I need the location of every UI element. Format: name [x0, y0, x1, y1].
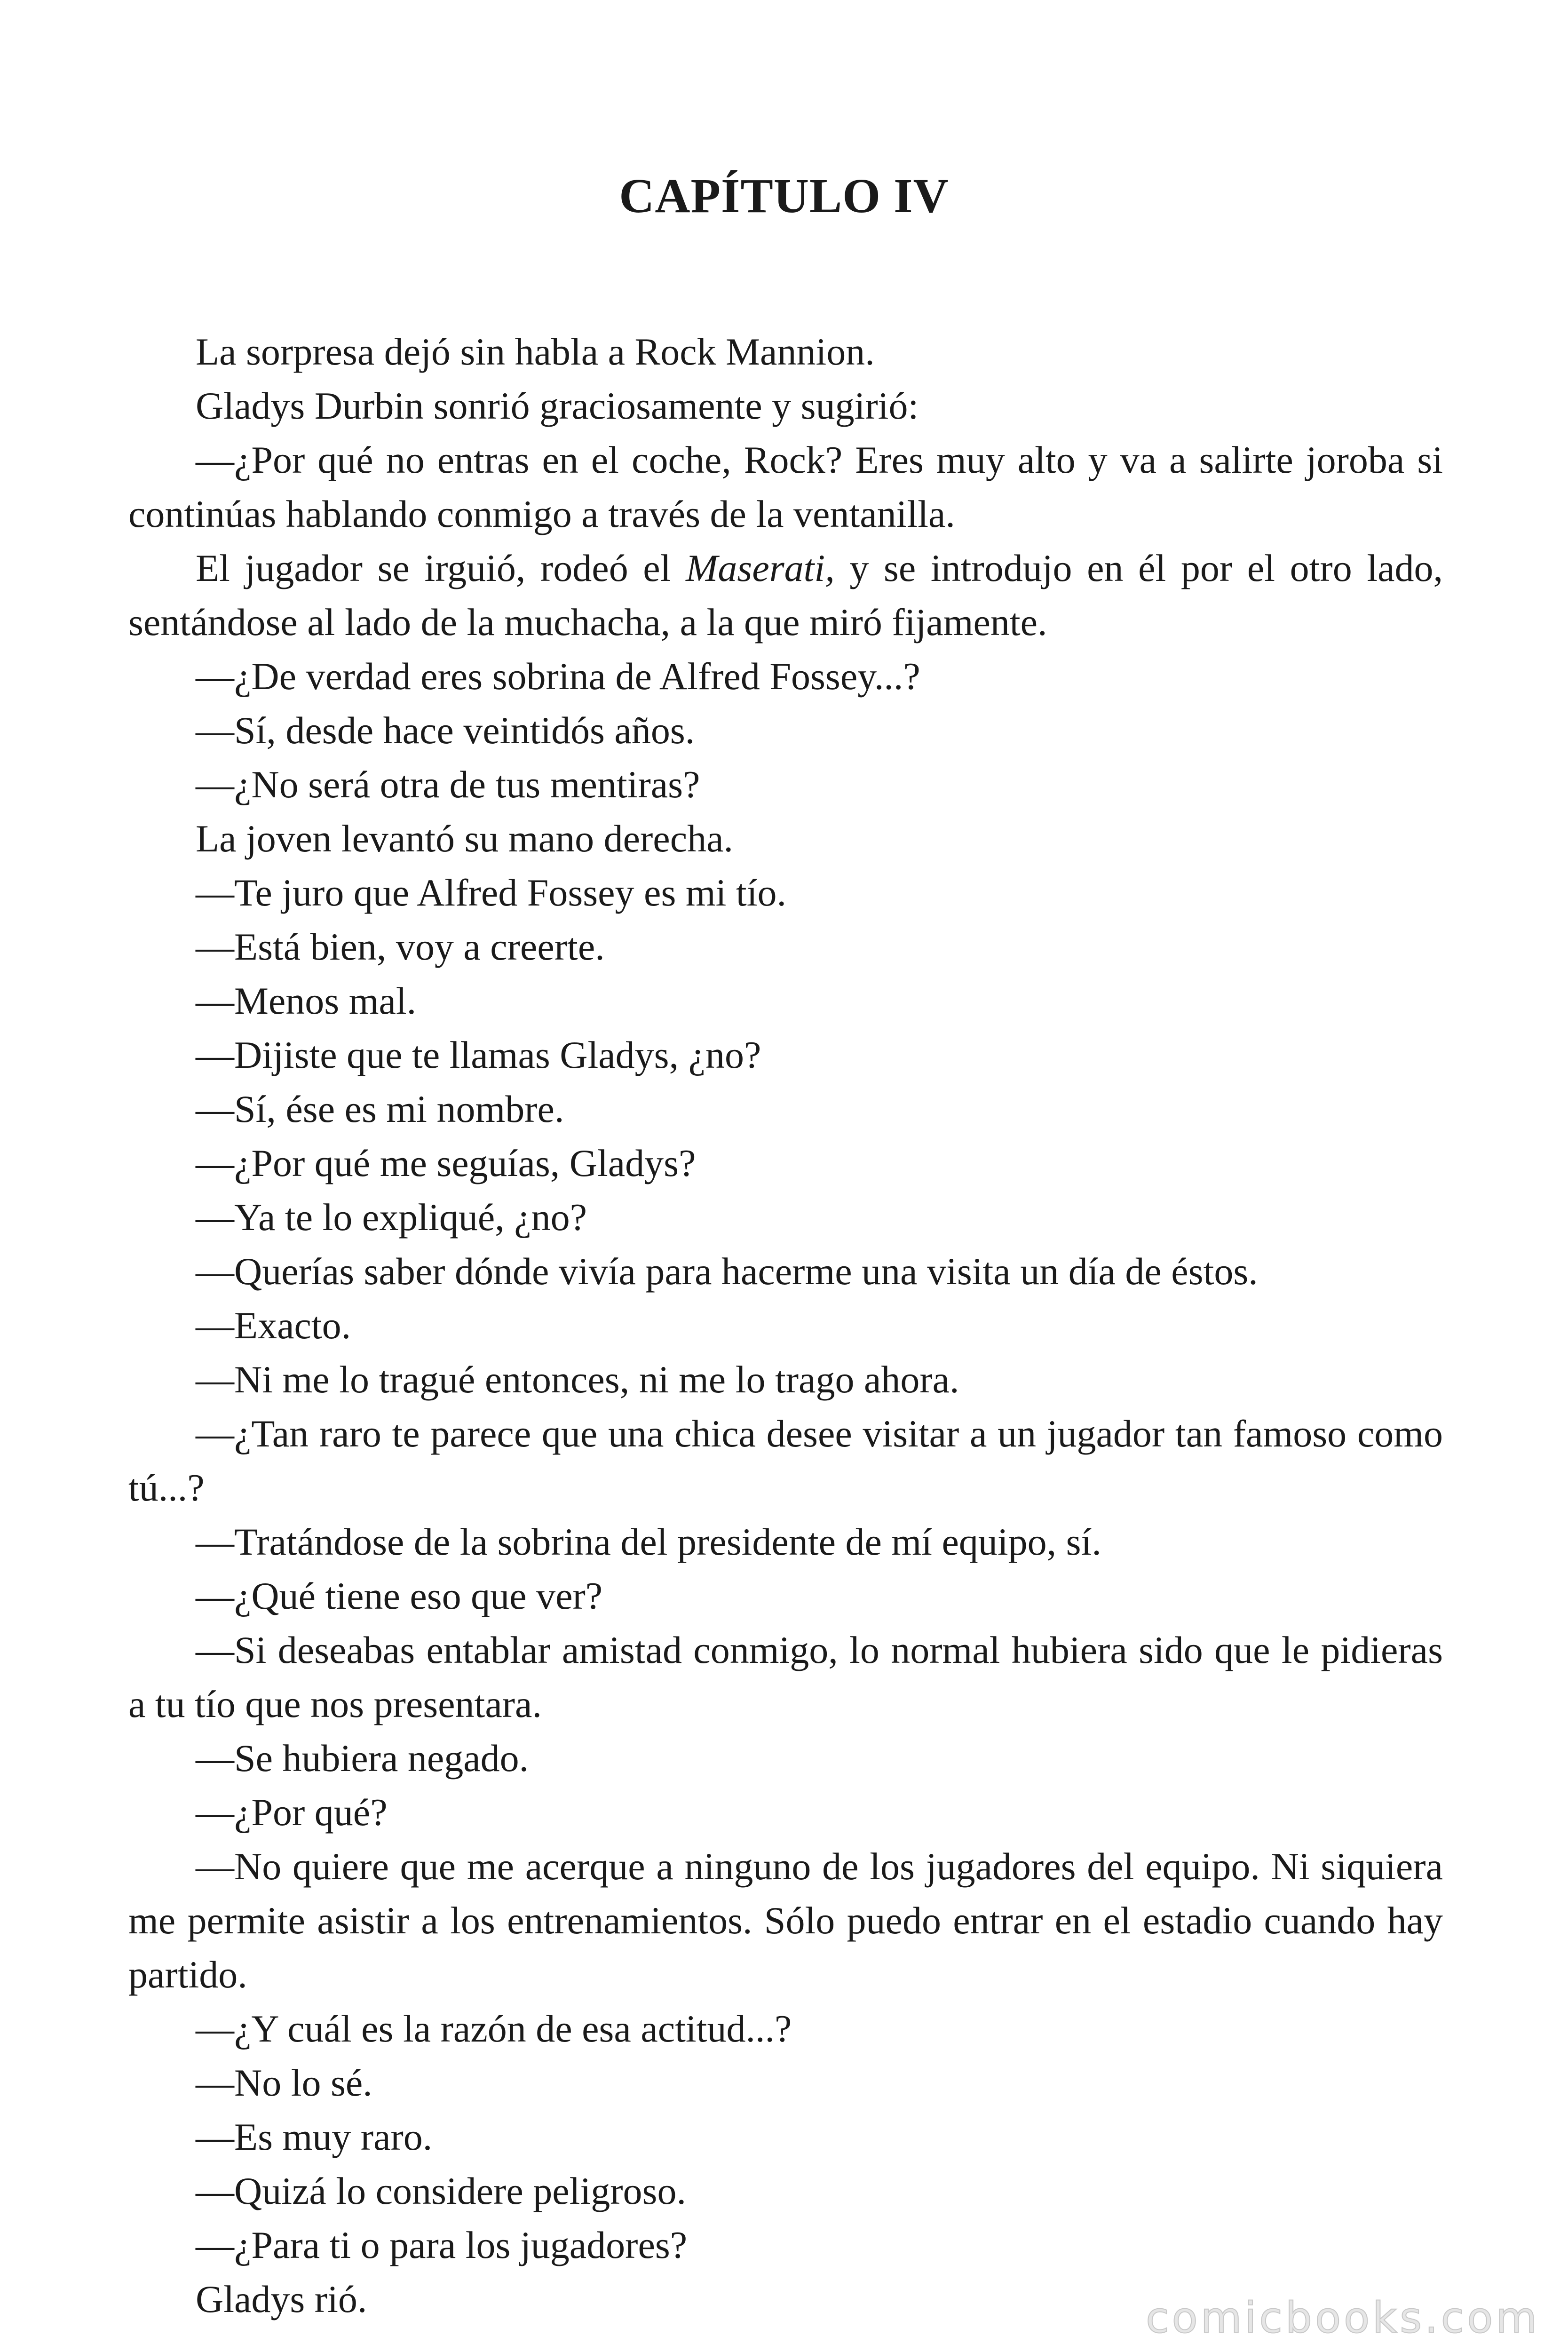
paragraph: —¿Y cuál es la razón de esa actitud...?	[196, 2007, 792, 2050]
paragraph: La joven levantó su mano derecha.	[196, 817, 733, 860]
paragraph-text: y se introdujo en él por el otro lado, sentándose al lado de la muchacha, a la que miró fijamente.	[128, 547, 1443, 644]
paragraph: —Dijiste que te llamas Gladys, ¿no?	[196, 1033, 761, 1076]
paragraph: —No quiere que me acerque a ninguno de los jugadores del equipo. Ni siquiera me permite asistir a los entrenamientos. Sólo puedo entrar en el estadio cuando hay partido.	[128, 1845, 1443, 1996]
watermark: comicbooks.com	[1146, 2293, 1540, 2343]
paragraph: —Te juro que Alfred Fossey es mi tío.	[196, 871, 786, 914]
paragraph: —Ni me lo tragué entonces, ni me lo trago ahora.	[196, 1358, 959, 1401]
paragraph: —Quizá lo considere peligroso.	[196, 2169, 686, 2212]
paragraph: —Querías saber dónde vivía para hacerme una visita un día de éstos.	[196, 1250, 1258, 1293]
paragraph: —¿Para ti o para los jugadores?	[196, 2224, 688, 2266]
paragraph: —¿No será otra de tus mentiras?	[196, 763, 700, 806]
paragraph: —¿De verdad eres sobrina de Alfred Fossey...?	[196, 655, 920, 698]
paragraph: —Es muy raro.	[196, 2115, 433, 2158]
paragraph: —¿Por qué?	[196, 1791, 388, 1834]
paragraph: —Tratándose de la sobrina del presidente de mí equipo, sí.	[196, 1520, 1101, 1563]
paragraph-text: El jugador se irguió, rodeó el	[196, 547, 686, 589]
chapter-body	[128, 325, 1443, 2326]
paragraph: Gladys rió.	[196, 2278, 367, 2320]
paragraph: —Está bien, voy a creerte.	[196, 925, 605, 968]
paragraph: —Ya te lo expliqué, ¿no?	[196, 1196, 587, 1239]
paragraph: —¿Por qué me seguías, Gladys?	[196, 1142, 696, 1184]
car-name-emphasis: Maserati,	[686, 547, 835, 589]
paragraph: La sorpresa dejó sin habla a Rock Mannion.	[196, 330, 875, 373]
paragraph: Gladys Durbin sonrió graciosamente y sugirió:	[196, 384, 919, 427]
paragraph: —Sí, desde hace veintidós años.	[196, 709, 695, 752]
paragraph: —Si deseabas entablar amistad conmigo, lo normal hubiera sido que le pidieras a tu tío que nos presentara.	[128, 1629, 1443, 1725]
paragraph: —¿Qué tiene eso que ver?	[196, 1574, 603, 1617]
paragraph: —No lo sé.	[196, 2061, 372, 2104]
chapter-title: CAPÍTULO IV	[619, 169, 949, 223]
paragraph-maserati	[128, 541, 1443, 649]
paragraph: —¿Por qué no entras en el coche, Rock? Eres muy alto y va a salirte joroba si continúas hablando conmigo a través de la ventanilla.	[128, 438, 1443, 535]
paragraph: —Menos mal.	[196, 979, 417, 1022]
paragraph: —Exacto.	[196, 1304, 351, 1347]
paragraph: —¿Tan raro te parece que una chica desee visitar a un jugador tan famoso como tú...?	[128, 1412, 1443, 1509]
paragraph: —Sí, ése es mi nombre.	[196, 1088, 564, 1130]
paragraph: —Se hubiera negado.	[196, 1737, 529, 1780]
